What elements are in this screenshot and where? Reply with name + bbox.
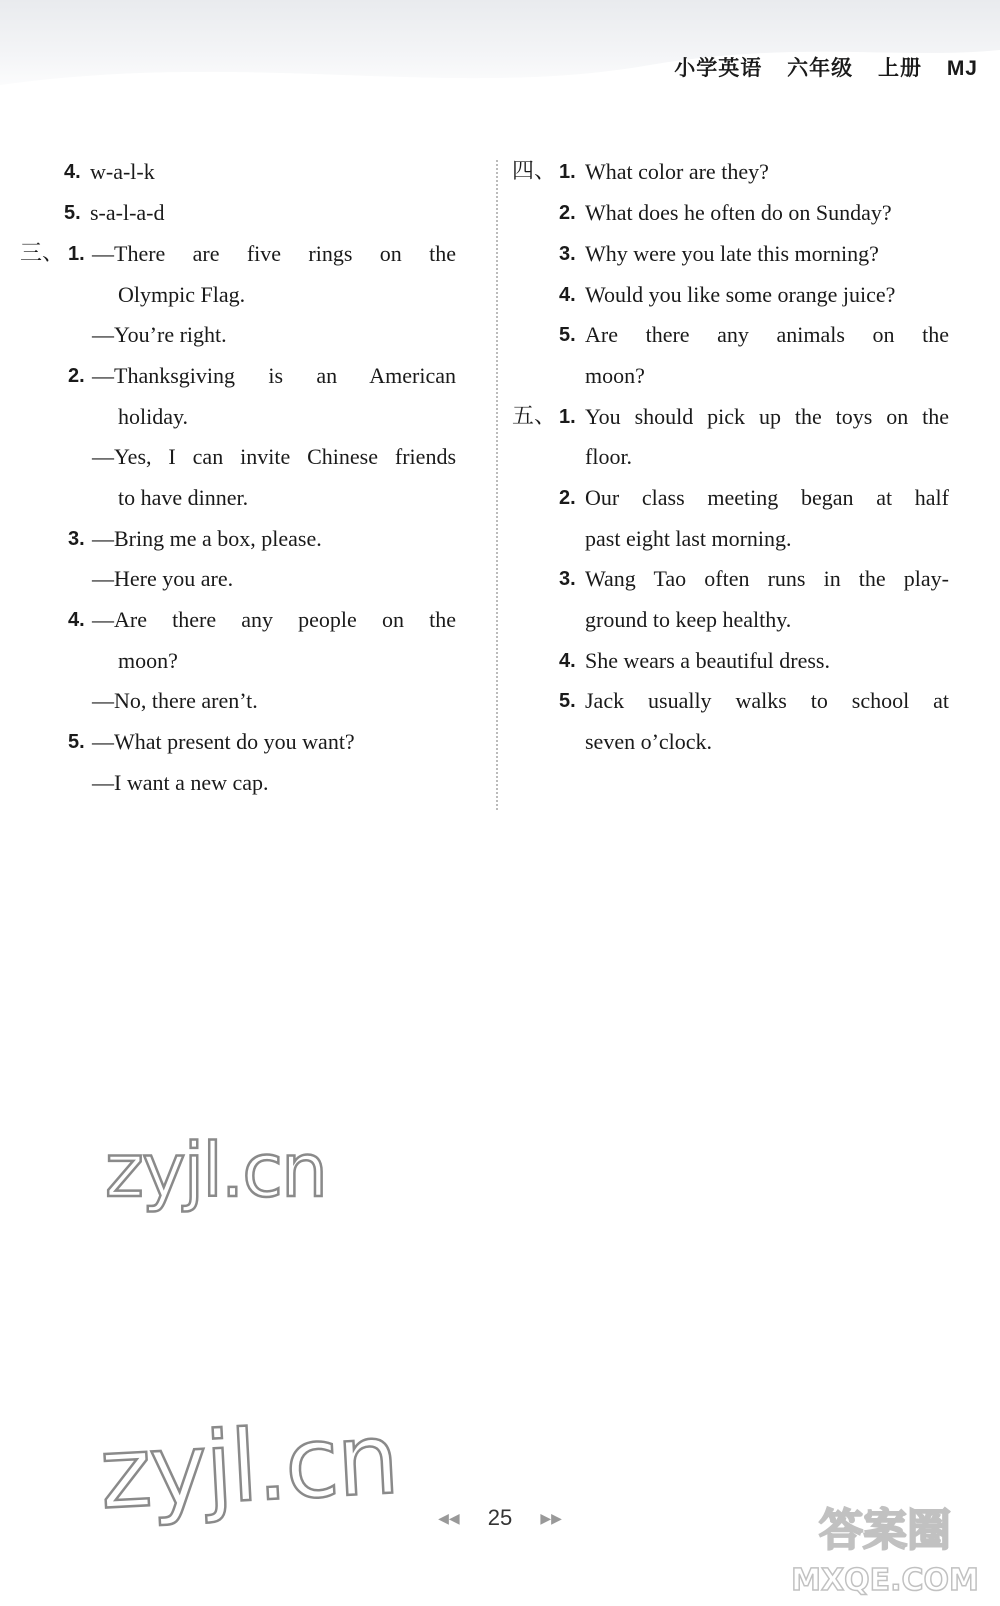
dialogue-line: —There are five rings on the: [92, 241, 456, 266]
answer-sentence: What color are they?: [585, 159, 769, 184]
dialogue-line: —Thanksgiving is an American: [92, 363, 456, 388]
item-number: 5.: [559, 690, 576, 712]
dialogue-line: —I want a new cap.: [92, 770, 269, 795]
answer-sentence: past eight last morning.: [585, 526, 792, 551]
answer-text: w-a-l-k: [90, 159, 155, 184]
item-number: 3.: [559, 568, 576, 590]
answer-sentence: Wang Tao often runs in the play-: [585, 566, 949, 591]
item-number: 4.: [559, 284, 576, 306]
next-arrows-icon: ▶▶: [540, 1510, 562, 1526]
book-title: [674, 52, 978, 82]
answer-sentence: Would you like some orange juice?: [585, 282, 896, 307]
item-number: 2.: [559, 202, 576, 224]
prev-arrows-icon: ◀◀: [438, 1510, 460, 1526]
item-number: 2.: [68, 365, 85, 387]
dialogue-line: Olympic Flag.: [118, 282, 246, 307]
dialogue-line: —Yes, I can invite Chinese friends: [92, 444, 456, 469]
answer-sentence: Jack usually walks to school at: [585, 688, 949, 713]
grade-label: 六年级: [787, 57, 854, 80]
stamp-chinese-text: 答案圈: [819, 1505, 951, 1556]
item-number: 4.: [559, 650, 576, 672]
item-number: 4.: [64, 161, 81, 183]
item-number: 5.: [559, 324, 576, 346]
dialogue-line: to have dinner.: [118, 485, 249, 510]
item-number: 1.: [559, 161, 576, 183]
watermark-logo: zyjl.cn: [105, 1128, 326, 1214]
dialogue-line: moon?: [118, 648, 178, 673]
answer-sentence: Are there any animals on the: [585, 322, 949, 347]
item-number: 1.: [68, 243, 85, 265]
dialogue-line: —What present do you want?: [92, 729, 355, 754]
answer-text: s-a-l-a-d: [90, 200, 165, 225]
page-footer: [420, 1505, 580, 1531]
answer-sentence: She wears a beautiful dress.: [585, 648, 830, 673]
watermark-logo: zyjl.cn: [97, 1402, 400, 1532]
answer-sentence: moon?: [585, 363, 645, 388]
answer-sentence: What does he often do on Sunday?: [585, 200, 892, 225]
dialogue-line: —No, there aren’t.: [92, 688, 258, 713]
volume-label: 上册: [877, 57, 922, 80]
item-number: 3.: [68, 528, 85, 550]
item-number: 1.: [559, 406, 576, 428]
column-divider: [496, 160, 498, 810]
item-number: 3.: [559, 243, 576, 265]
answer-sentence: ground to keep healthy.: [585, 607, 792, 632]
section-label-five: 五、: [512, 404, 557, 429]
item-number: 2.: [559, 487, 576, 509]
answer-sentence: You should pick up the toys on the: [585, 404, 949, 429]
dialogue-line: —Are there any people on the: [92, 607, 456, 632]
subject-label: 小学英语: [674, 57, 763, 80]
edition-label: MJ: [946, 57, 978, 80]
item-number: 5.: [68, 731, 85, 753]
dialogue-line: —Bring me a box, please.: [92, 526, 322, 551]
corner-stamp-logo: [790, 1490, 980, 1600]
stamp-domain-text: MXQE.COM: [791, 1563, 979, 1598]
answer-sentence: seven o’clock.: [585, 729, 713, 754]
dialogue-line: —Here you are.: [92, 566, 234, 591]
page-number: 25: [487, 1505, 513, 1530]
answer-sentence: Our class meeting began at half: [585, 485, 949, 510]
answer-sentence: floor.: [585, 444, 633, 469]
answer-sentence: Why were you late this morning?: [585, 241, 879, 266]
dialogue-line: holiday.: [118, 404, 189, 429]
item-number: 4.: [68, 609, 85, 631]
dialogue-line: —You’re right.: [92, 322, 227, 347]
item-number: 5.: [64, 202, 81, 224]
section-label-four: 四、: [512, 159, 557, 184]
section-label-three: 三、: [20, 241, 65, 266]
